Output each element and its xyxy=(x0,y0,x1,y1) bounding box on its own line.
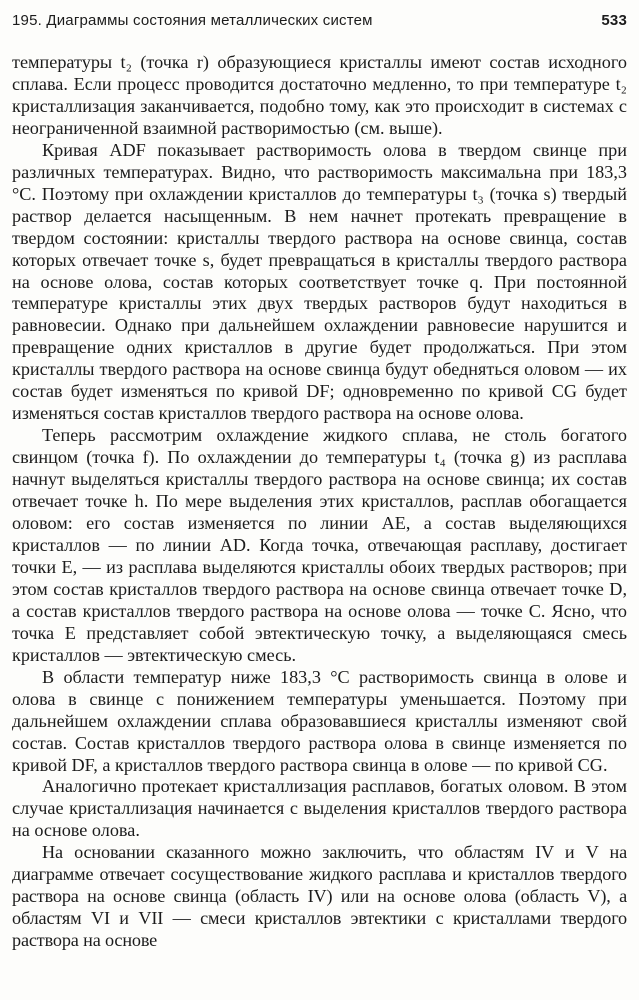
paragraph-tin-rich-melts: Аналогично протекает кристаллизация расплавов, богатых оловом. В этом случае кристаллизация начинается с выделения кристаллов твердого раствора на основе олова. xyxy=(12,776,627,841)
paragraph-liquid-alloy-cooling: Теперь рассмотрим охлаждение жидкого сплава, не столь богатого свинцом (точка f). По охлаждении до температуры t₄ (точка g) из расплава начнут выделяться кристаллы твердого раствора на основе свинца; их состав отвечает точке h. По мере выделения этих кристаллов, расплав обогащается оловом: его состав изменяется по линии AE, а состав выделяющихся кристаллов — по линии AD. Когда точка, отвечающая расплаву, достигает точки E, — из расплава выделяются кристаллы обоих твердых растворов; при этом состав кристаллов твердого раствора на основе свинца отвечает точке D, а состав кристаллов твердого раствора на основе олова — точке C. Ясно, что точка E представляет собой эвтектическую точку, а выделяющаяся смесь кристаллов — эвтектическую смесь. xyxy=(12,425,627,665)
paragraph-curve-adf: Кривая ADF показывает растворимость олова в твердом свинце при различных температурах. Видно, что растворимость максимальна при 183,3 °C. Поэтому при охлаждении кристаллов до температуры t₃ (точка s) твердый раствор делается насыщенным. В нем начнет протекать превращение в твердом состоянии: кристаллы твердого раствора на основе свинца, состав которых отвечает точке s, будет превращаться в кристаллы твердого раствора на основе олова, состав которых соответствует точке q. При постоянной температуре кристаллы этих двух твердых растворов будут находиться в равновесии. Однако при дальнейшем охлаждении равновесие нарушится и превращение одних кристаллов в другие будет продолжаться. При этом кристаллы твердого раствора на основе свинца будут обедняться оловом — их состав будет изменяться по кривой DF; одновременно по кривой CG будет изменяться состав кристаллов твердого раствора на основе олова. xyxy=(12,139,627,424)
section-title: 195. Диаграммы состояния металлических систем xyxy=(12,12,373,29)
body-text xyxy=(12,52,627,952)
page-number: 533 xyxy=(601,12,627,29)
paragraph-continuation: температуры t₂ (точка r) образующиеся кристаллы имеют состав исходного сплава. Если процесс проводится достаточно медленно, то при температуре t₂ кристаллизация заканчивается, подобно тому, как это происходит в системах с неограниченной взаимной растворимостью (см. выше). xyxy=(12,52,627,138)
book-page xyxy=(12,6,627,952)
paragraph-solubility-below-eutectic: В области температур ниже 183,3 °C растворимость свинца в олове и олова в свинце с понижением температуры уменьшается. Поэтому при дальнейшем охлаждении сплава образовавшиеся кристаллы изменяют свой состав. Состав кристаллов твердого раствора олова в свинце изменяется по кривой DF, а кристаллов твердого раствора свинца в олове — по кривой CG. xyxy=(12,666,627,775)
paragraph-conclusion: На основании сказанного можно заключить, что областям IV и V на диаграмме отвечает сосуществование жидкого расплава и кристаллов твердого раствора на основе свинца (область IV) или на основе олова (область V), а областям VI и VII — смеси кристаллов эвтектики с кристаллами твердого раствора на основе xyxy=(12,842,627,951)
running-header xyxy=(12,6,627,36)
